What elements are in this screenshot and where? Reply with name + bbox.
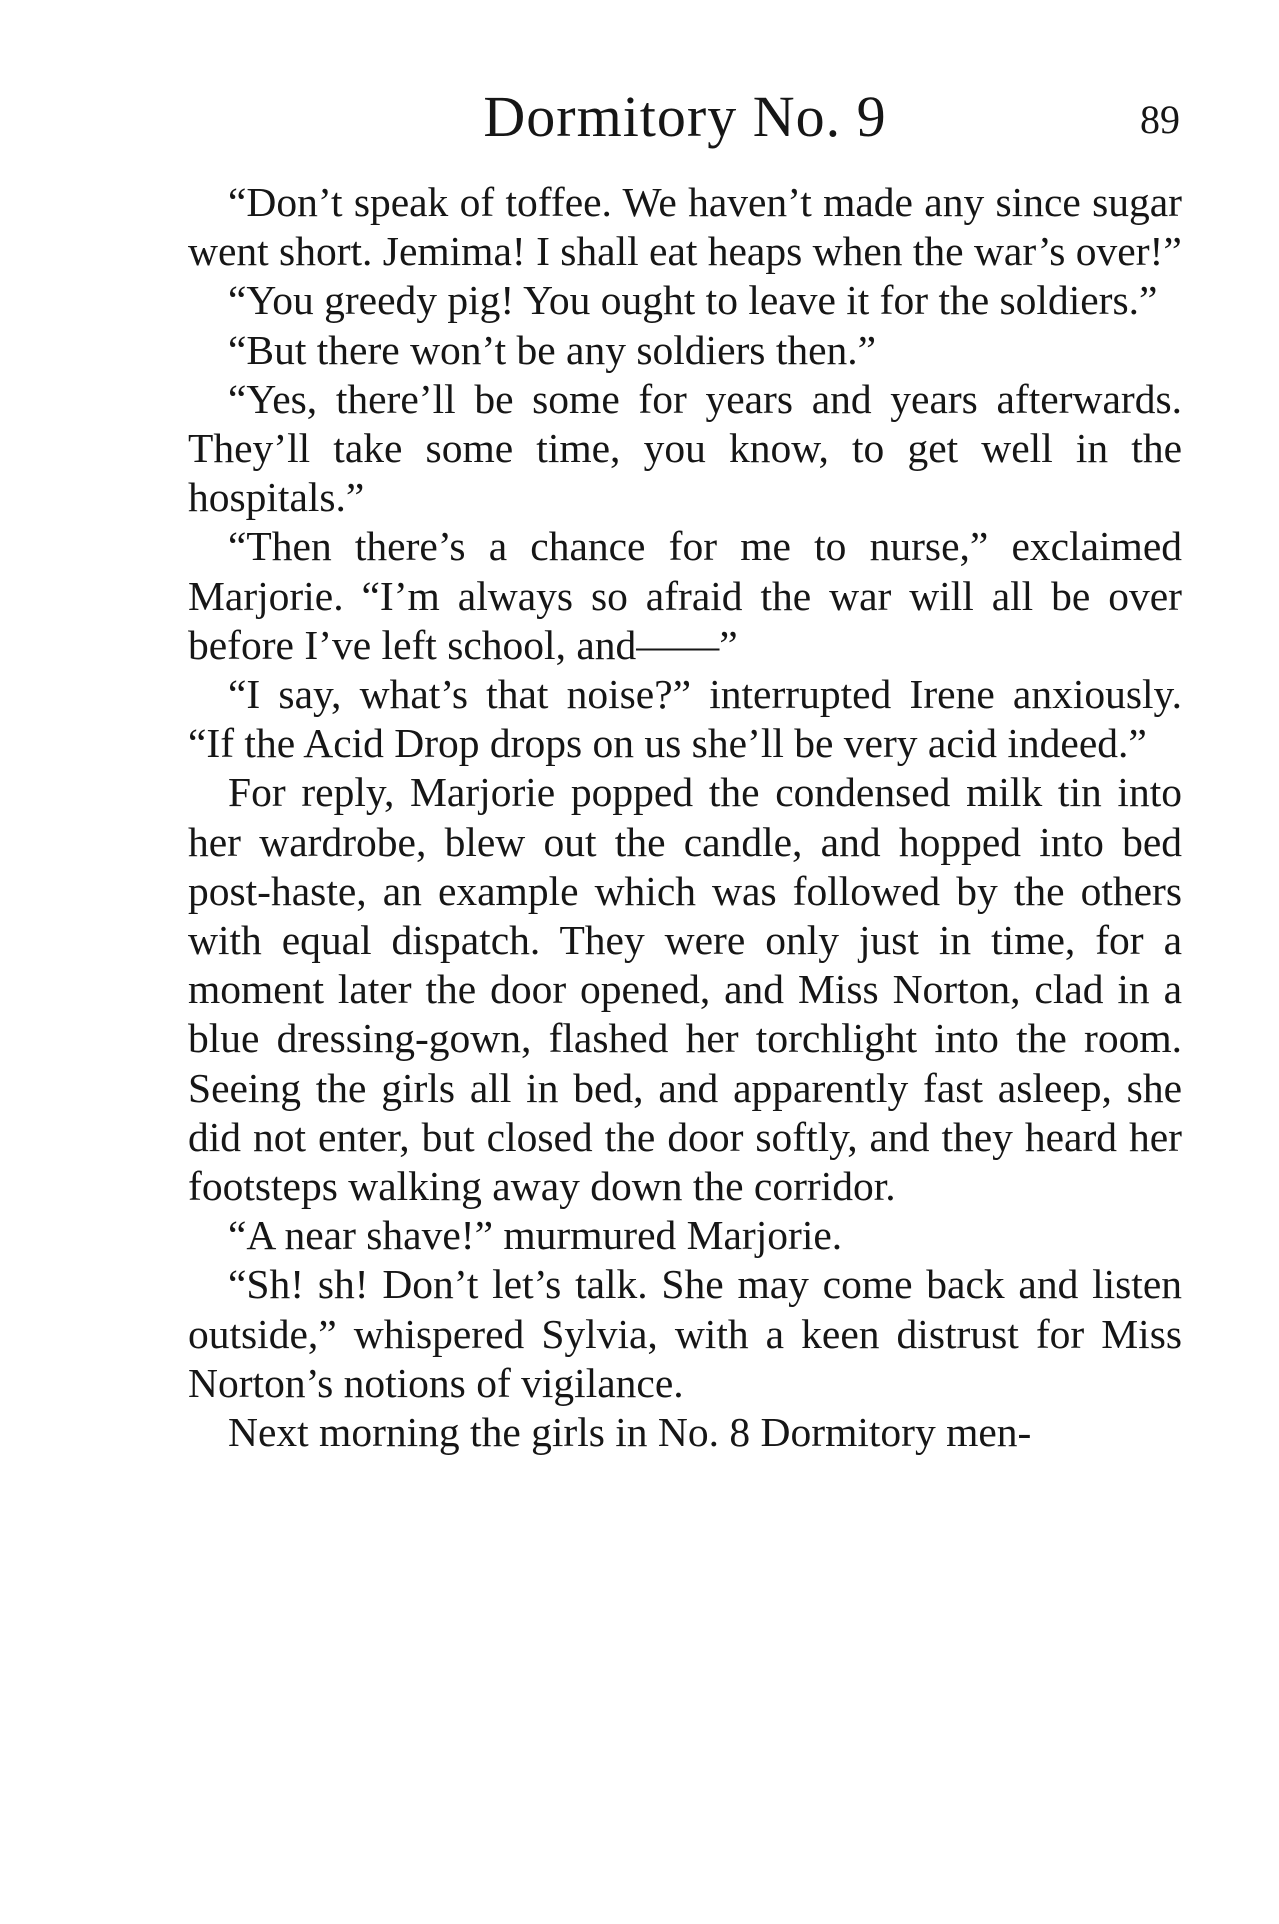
paragraph: “Yes, there’ll be some for years and years afterwards. They’ll take some time, you know, to get well in the hospitals.”	[188, 375, 1182, 521]
chapter-title: Dormitory No. 9	[483, 84, 887, 149]
running-head	[190, 82, 1180, 152]
paragraph: “Then there’s a chance for me to nurse,” exclaimed Marjorie. “I’m always so afraid the war will all be over before I’ve left school, and——”	[188, 523, 1182, 668]
paragraph: For reply, Marjorie popped the condensed milk tin into her wardrobe, blew out the candle, and hopped into bed post-haste, an example which was followed by the others with equal dispatch. They were only just in time, for a moment later the door opened, and Miss Norton, clad in a blue dressing-gown, flashed her torchlight into the room. Seeing the girls all in bed, and apparently fast asleep, she did not enter, but closed the door softly, and they heard her footsteps walking away down the corridor.	[188, 769, 1182, 1210]
page-number: 89	[1140, 97, 1180, 142]
paragraph: “Don’t speak of toffee. We haven’t made any since sugar went short. Jemima! I shall eat heaps when the war’s over!”	[188, 179, 1182, 275]
paragraph: “Sh! sh! Don’t let’s talk. She may come back and listen outside,” whispered Sylvia, with a keen distrust for Miss Norton’s notions of vigilance.	[188, 1261, 1182, 1406]
paragraph: “You greedy pig! You ought to leave it for the soldiers.”	[228, 277, 1158, 324]
paragraph: “I say, what’s that noise?” interrupted Irene anxiously. “If the Acid Drop drops on us she’ll be very acid indeed.”	[188, 671, 1182, 767]
paragraph: “A near shave!” murmured Marjorie.	[228, 1212, 843, 1259]
paragraph: Next morning the girls in No. 8 Dormitory men-	[228, 1409, 1032, 1456]
paragraph: “But there won’t be any soldiers then.”	[228, 326, 877, 373]
body-text	[188, 178, 1182, 1457]
